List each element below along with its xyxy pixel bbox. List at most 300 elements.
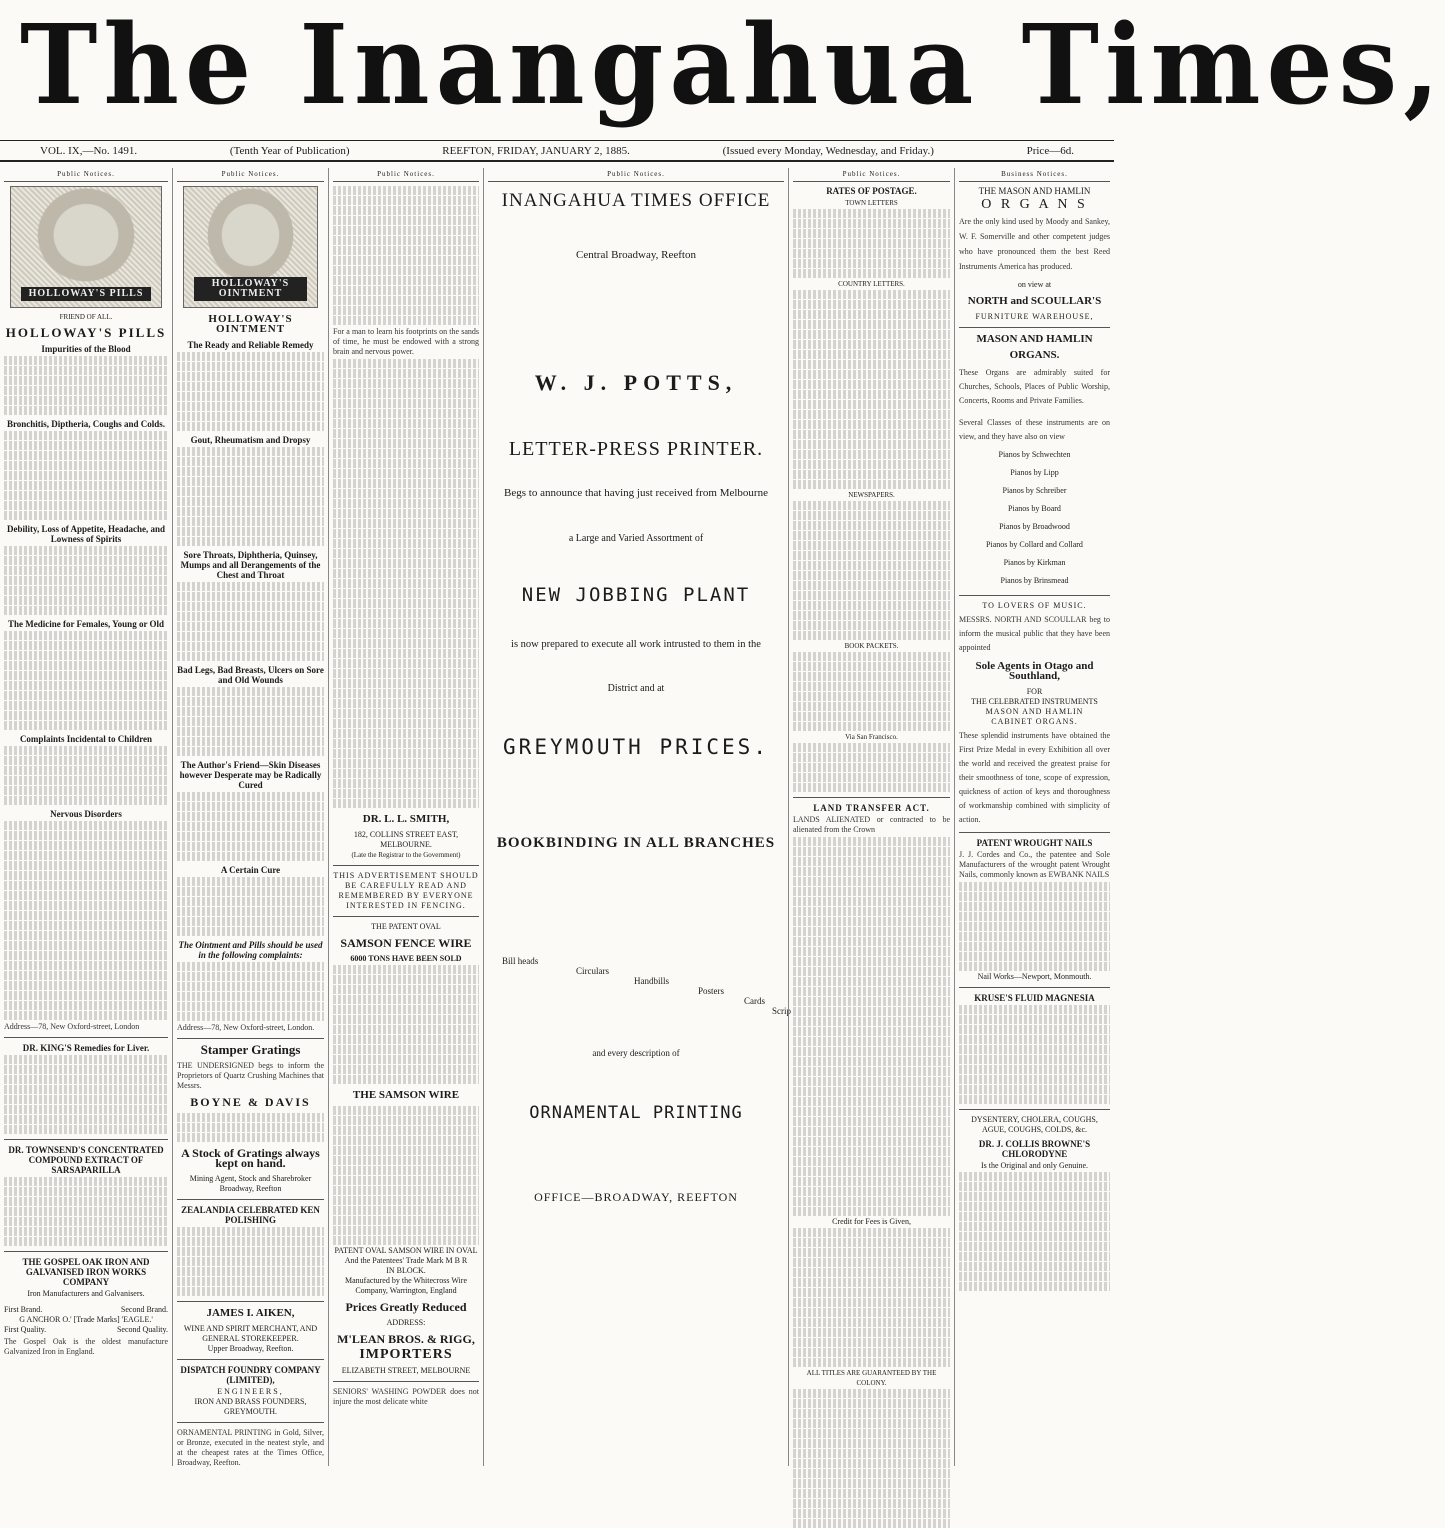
- illegible-text-line: [4, 1075, 168, 1084]
- illegible-text-line: [177, 1002, 324, 1011]
- mclean-address: ELIZABETH STREET, MELBOURNE: [341, 1366, 471, 1375]
- illegible-text-line: [793, 1187, 950, 1196]
- illegible-text-line: [793, 763, 950, 772]
- illegible-text-line: [333, 216, 479, 225]
- illegible-text-line: [177, 422, 324, 431]
- brand-first: First Brand.: [4, 1305, 43, 1314]
- fencing-warning: THIS ADVERTISEMENT SHOULD BE CAREFULLY READ AND REMEMBERED BY EVERYONE INTERESTED IN FENCING.: [333, 871, 479, 910]
- job-handbills: Handbills: [634, 976, 669, 986]
- illegible-text-line: [959, 1192, 1110, 1201]
- gratings-stock: A Stock of Gratings always kept on hand.: [181, 1146, 320, 1170]
- illegible-text-line: [333, 549, 479, 558]
- illegible-text-line: [4, 691, 168, 700]
- divider: [177, 1359, 324, 1360]
- illegible-text-line: [333, 639, 479, 648]
- illegible-text-line: [793, 1238, 950, 1247]
- genuine-note: Is the Original and only Genuine.: [980, 1161, 1089, 1170]
- credit-for-fees: Credit for Fees is Given,: [832, 1217, 911, 1226]
- illegible-text-line: [959, 1182, 1110, 1191]
- illegible-text-line: [333, 1005, 479, 1014]
- illegible-text-line: [793, 672, 950, 681]
- illegible-text-line: [4, 631, 168, 640]
- illegible-text-line: [4, 376, 168, 385]
- illegible-text-line: [177, 1012, 324, 1021]
- illegible-text-line: [333, 789, 479, 798]
- illegible-text-line: [333, 1106, 479, 1115]
- illegible-text-line: [4, 596, 168, 605]
- illegible-text-line: [793, 1288, 950, 1297]
- illegible-text-line: [333, 479, 479, 488]
- illegible-text-line: [793, 937, 950, 946]
- illegible-text-line: [4, 991, 168, 1000]
- illegible-text-line: [4, 641, 168, 650]
- illegible-text-line: [4, 481, 168, 490]
- illegible-text-line: [4, 951, 168, 960]
- brand-second: Second Brand.: [120, 1305, 168, 1314]
- subheading: The Medicine for Females, Young or Old: [7, 619, 165, 629]
- illegible-text-line: [4, 1085, 168, 1094]
- newspaper-title: The Inangahua Times,: [20, 0, 1445, 130]
- furniture-warehouse: FURNITURE WAREHOUSE,: [975, 312, 1094, 321]
- illegible-text-line: [333, 559, 479, 568]
- patent-oval: THE PATENT OVAL: [371, 922, 441, 931]
- illegible-text-line: [333, 729, 479, 738]
- illegible-text-line: [333, 196, 479, 205]
- illegible-text-line: [177, 537, 324, 546]
- illegible-text-line: [793, 390, 950, 399]
- illegible-text-line: [333, 1035, 479, 1044]
- gospel-oak-heading: THE GOSPEL OAK IRON AND GALVANISED IRON WORKS COMPANY: [22, 1257, 150, 1287]
- illegible-text-line: [333, 659, 479, 668]
- illegible-text-line: [333, 779, 479, 788]
- masthead: [0, 0, 1445, 135]
- illegible-text-line: [793, 1429, 950, 1438]
- divider: [177, 1038, 324, 1039]
- book-packets: BOOK PACKETS.: [844, 642, 899, 650]
- illegible-text-line: [177, 842, 324, 851]
- illegible-text-line: [333, 206, 479, 215]
- illegible-text-line: [793, 460, 950, 469]
- via-san-francisco: Via San Francisco.: [845, 733, 898, 741]
- divider: [959, 832, 1110, 833]
- wrought-nails-heading: PATENT WROUGHT NAILS: [976, 838, 1093, 848]
- illegible-text-line: [177, 352, 324, 361]
- illegible-text-line: [793, 611, 950, 620]
- illegible-text-line: [333, 739, 479, 748]
- illegible-text-line: [333, 449, 479, 458]
- for-label: FOR: [1026, 687, 1043, 696]
- illegible-text-line: [333, 529, 479, 538]
- subheading: A Certain Cure: [220, 865, 281, 875]
- illegible-text-line: [793, 682, 950, 691]
- prepared-text: is now prepared to execute all work intrusted to them in the: [511, 639, 761, 650]
- illegible-text-line: [4, 511, 168, 520]
- illegible-text-line: [177, 917, 324, 926]
- front-page-columns: [0, 168, 1114, 1466]
- illegible-text-line: [793, 370, 950, 379]
- divider: [793, 797, 950, 798]
- illegible-text-line: [4, 1207, 168, 1216]
- illegible-text-line: [793, 320, 950, 329]
- divider: [959, 1109, 1110, 1110]
- prize-note: These splendid instruments have obtained the First Prize Medal in every Exhibition all over the world and received the greatest praise for their smoothness of tone, scope of expression, quickness of action of keys and thoroughness of workmanship combined with simplicity of action.: [959, 731, 1110, 824]
- illegible-text-line: [333, 629, 479, 638]
- illegible-text-line: [177, 362, 324, 371]
- illegible-text-line: [793, 581, 950, 590]
- illegible-text-line: [793, 470, 950, 479]
- ornamental-printing: ORNAMENTAL PRINTING: [529, 1103, 743, 1123]
- address-label: ADDRESS:: [386, 1318, 426, 1327]
- quality-first: First Quality.: [4, 1325, 47, 1334]
- illegible-text-line: [793, 1459, 950, 1468]
- illegible-text-line: [793, 1107, 950, 1116]
- illegible-text-line: [793, 887, 950, 896]
- illegible-text-line: [177, 412, 324, 421]
- illegible-text-line: [793, 1197, 950, 1206]
- subheading: Complaints Incidental to Children: [19, 734, 153, 744]
- illegible-text-line: [333, 589, 479, 598]
- illegible-text-line: [793, 712, 950, 721]
- illegible-text-line: [959, 912, 1110, 921]
- illegible-text-line: [177, 737, 324, 746]
- illegible-text-line: [793, 1308, 950, 1317]
- illegible-text-line: [177, 1237, 324, 1246]
- illegible-text-line: [4, 1237, 168, 1246]
- illegible-text-line: [4, 881, 168, 890]
- illegible-text-line: [793, 1097, 950, 1106]
- job-billheads: Bill heads: [502, 956, 539, 966]
- illegible-text-line: [333, 236, 479, 245]
- illegible-text-line: [4, 356, 168, 365]
- cordes-note: J. J. Cordes and Co., the patentee and Sole Manufacturers of the wrought patent Wrought Nails, commonly known as EWBANK NAILS: [959, 850, 1110, 879]
- illegible-text-line: [793, 947, 950, 956]
- illegible-text-line: [177, 477, 324, 486]
- illegible-text-line: [4, 1065, 168, 1074]
- illegible-text-line: [333, 266, 479, 275]
- trade-marks: G ANCHOR O.' [Trade Marks] 'EAGLE.': [19, 1315, 153, 1324]
- piano-list: [959, 446, 1110, 590]
- illegible-text-line: [959, 1075, 1110, 1084]
- illegible-text-line: [959, 1045, 1110, 1054]
- illegible-text-line: [177, 852, 324, 861]
- illegible-text-line: [177, 812, 324, 821]
- washing-powder: SENIORS' WASHING POWDER does not injure the most delicate white: [333, 1387, 479, 1406]
- illegible-text-line: [4, 546, 168, 555]
- column-header: Public Notices.: [177, 168, 324, 182]
- illegible-text-line: [4, 1125, 168, 1134]
- kings-heading: DR. KING'S Remedies for Liver.: [22, 1043, 150, 1053]
- illegible-text-line: [4, 851, 168, 860]
- jobbing-plant: NEW JOBBING PLANT: [521, 584, 751, 606]
- column-header: Public Notices.: [488, 168, 784, 182]
- illegible-text-line: [333, 965, 479, 974]
- illegible-text-line: [793, 1248, 950, 1257]
- illegible-text-line: [177, 1113, 324, 1122]
- illegible-text-line: [793, 877, 950, 886]
- illegible-text-line: [333, 286, 479, 295]
- column-5: [788, 168, 954, 1466]
- zealandia-heading: ZEALANDIA CELEBRATED KEN POLISHING: [181, 1205, 320, 1225]
- illegible-text-line: [4, 1011, 168, 1020]
- illegible-text-line: [793, 702, 950, 711]
- illegible-text-line: [4, 451, 168, 460]
- illegible-text-line: [793, 1328, 950, 1337]
- illegible-text-line: [793, 1077, 950, 1086]
- illegible-text-line: [4, 961, 168, 970]
- illegible-text-line: [793, 897, 950, 906]
- illegible-text-line: [4, 1177, 168, 1186]
- illegible-text-line: [793, 1268, 950, 1277]
- illegible-text-line: [4, 911, 168, 920]
- illegible-text-line: [4, 831, 168, 840]
- illegible-text-line: [177, 382, 324, 391]
- illegible-text-line: [333, 1156, 479, 1165]
- illegible-text-line: [793, 1298, 950, 1307]
- several-classes: Several Classes of these instruments are on view, and they have also on view: [959, 418, 1110, 441]
- illegible-text-line: [793, 1037, 950, 1046]
- illegible-text-line: [4, 746, 168, 755]
- illegible-text-line: [793, 1228, 950, 1237]
- illegible-text-line: [333, 1045, 479, 1054]
- bookbinding: BOOKBINDING IN ALL BRANCHES: [496, 835, 776, 851]
- illegible-text-line: [333, 409, 479, 418]
- illegible-text-line: [333, 679, 479, 688]
- illegible-text-line: [793, 380, 950, 389]
- illegible-text-line: [959, 1252, 1110, 1261]
- manufacturer: Manufactured by the Whitecross Wire Company, Warrington, England: [344, 1276, 467, 1295]
- illegible-text-line: [333, 1025, 479, 1034]
- illegible-text-line: [177, 652, 324, 661]
- illegible-text-line: [793, 837, 950, 846]
- illegible-text-line: [177, 622, 324, 631]
- piano-item: Pianos by Kirkman: [1003, 558, 1066, 567]
- illegible-text-line: [793, 541, 950, 550]
- organs-heading: O R G A N S: [981, 197, 1088, 212]
- illegible-text-line: [793, 1358, 950, 1367]
- subheading: Bronchitis, Diptheria, Coughs and Colds.: [6, 419, 166, 429]
- illegible-text-line: [177, 962, 324, 971]
- subheading: Sore Throats, Diphtheria, Quinsey, Mumps and all Derangements of the Chest and Throat: [180, 550, 321, 580]
- illegible-text-line: [333, 1015, 479, 1024]
- emblem-label: HOLLOWAY'S OINTMENT: [194, 277, 307, 301]
- townsend-heading: DR. TOWNSEND'S CONCENTRATED COMPOUND EXTRACT OF SARSAPARILLA: [8, 1145, 164, 1175]
- illegible-text-line: [333, 1055, 479, 1064]
- issue-note: (Issued every Monday, Wednesday, and Friday.): [722, 144, 934, 157]
- illegible-text-line: [177, 1267, 324, 1276]
- illegible-text-line: [177, 372, 324, 381]
- divider: [177, 1422, 324, 1423]
- illegible-text-line: [793, 907, 950, 916]
- illegible-text-line: [959, 1035, 1110, 1044]
- illegible-text-line: [177, 982, 324, 991]
- assortment: a Large and Varied Assortment of: [568, 533, 704, 544]
- mason-hamlin-3: MASON AND HAMLIN: [985, 707, 1084, 716]
- illegible-text-line: [177, 527, 324, 536]
- illegible-text-line: [177, 507, 324, 516]
- dateline: [0, 140, 1114, 162]
- illegible-text-line: [177, 832, 324, 841]
- illegible-text-line: [959, 1242, 1110, 1251]
- illegible-text-line: [177, 392, 324, 401]
- illegible-text-line: [793, 1479, 950, 1488]
- illegible-text-line: [333, 459, 479, 468]
- illegible-text-line: [793, 1047, 950, 1056]
- lovers-of-music: TO LOVERS OF MUSIC.: [982, 601, 1087, 610]
- illegible-text-line: [177, 707, 324, 716]
- illegible-text-line: [959, 892, 1110, 901]
- emblem-label: HOLLOWAY'S PILLS: [21, 287, 151, 301]
- illegible-text-line: [177, 687, 324, 696]
- dysentery-line: DYSENTERY, CHOLERA, COUGHS, AGUE, COUGHS, COLDS, &c.: [971, 1115, 1098, 1134]
- illegible-text-line: [177, 717, 324, 726]
- founders: IRON AND BRASS FOUNDERS,: [194, 1397, 307, 1406]
- illegible-text-line: [793, 917, 950, 926]
- illegible-text-line: [4, 1227, 168, 1236]
- illegible-text-line: [333, 499, 479, 508]
- piano-item: Pianos by Lipp: [1010, 468, 1059, 477]
- messrs-notice: MESSRS. NORTH AND SCOULLAR beg to inform the musical public that they have been appointed: [959, 615, 1110, 652]
- illegible-text-line: [4, 786, 168, 795]
- illegible-text-line: [333, 709, 479, 718]
- illegible-text-line: [4, 1105, 168, 1114]
- illegible-text-line: [177, 1123, 324, 1132]
- illegible-text-line: [177, 1257, 324, 1266]
- illegible-text-line: [793, 360, 950, 369]
- illegible-text-line: [333, 1166, 479, 1175]
- illegible-text-line: [333, 369, 479, 378]
- illegible-text-line: [793, 350, 950, 359]
- manhood-text: For a man to learn his footprints on the sands of time, he must be endowed with a strong brain and nervous power.: [333, 327, 479, 356]
- illegible-text-line: [333, 1176, 479, 1185]
- illegible-text-line: [177, 632, 324, 641]
- ornamental-notice: ORNAMENTAL PRINTING in Gold, Silver, or Bronze, executed in the neatest style, and at the cheapest rates at the Times Office, Broadway, Reefton.: [177, 1428, 324, 1467]
- illegible-text-line: [793, 1449, 950, 1458]
- illegible-text-line: [793, 249, 950, 258]
- illegible-text-line: [177, 457, 324, 466]
- office-heading: INANGAHUA TIMES OFFICE: [501, 190, 771, 211]
- north-scoullar: NORTH and SCOULLAR'S: [967, 295, 1102, 307]
- emblem-caption: FRIEND OF ALL.: [59, 313, 113, 321]
- illegible-text-line: [177, 1227, 324, 1236]
- samson-fence-wire: SAMSON FENCE WIRE: [340, 936, 472, 950]
- illegible-text-line: [4, 981, 168, 990]
- illegible-text-line: [793, 857, 950, 866]
- gospel-note: The Gospel Oak is the oldest manufacture Galvanized Iron in England.: [4, 1337, 168, 1356]
- piano-item: Pianos by Schwechten: [998, 450, 1071, 459]
- illegible-text-line: [793, 967, 950, 976]
- district-text: District and at: [607, 683, 665, 694]
- mason-hamlin-line: THE MASON AND HAMLIN: [978, 186, 1091, 196]
- illegible-text-line: [4, 586, 168, 595]
- illegible-text-line: [959, 1282, 1110, 1291]
- divider: [4, 1037, 168, 1038]
- illegible-text-line: [4, 1095, 168, 1104]
- column-header: Public Notices.: [793, 168, 950, 182]
- illegible-text-line: [793, 1338, 950, 1347]
- illegible-text-line: [177, 992, 324, 1001]
- illegible-text-line: [793, 662, 950, 671]
- boyne-davis: BOYNE & DAVIS: [190, 1095, 311, 1109]
- illegible-text-line: [4, 821, 168, 830]
- illegible-text-line: [793, 1419, 950, 1428]
- illegible-text-line: [793, 300, 950, 309]
- column-6: [954, 168, 1114, 1466]
- illegible-text-line: [177, 822, 324, 831]
- piano-item: Pianos by Collard and Collard: [986, 540, 1083, 549]
- illegible-text-line: [793, 1137, 950, 1146]
- holloway-ointment-emblem: [183, 186, 318, 308]
- illegible-text-line: [333, 539, 479, 548]
- illegible-text-line: [333, 769, 479, 778]
- holloway-pills-emblem: [10, 186, 162, 308]
- illegible-text-line: [4, 1001, 168, 1010]
- illegible-text-line: [793, 511, 950, 520]
- illegible-text-line: [4, 1055, 168, 1064]
- illegible-text-line: [793, 867, 950, 876]
- illegible-text-line: [4, 471, 168, 480]
- illegible-text-line: [4, 776, 168, 785]
- illegible-text-line: [793, 1157, 950, 1166]
- illegible-text-line: [177, 402, 324, 411]
- illegible-text-line: [333, 1065, 479, 1074]
- subheading: The Ointment and Pills should be used in the following complaints:: [178, 940, 323, 960]
- illegible-text-line: [793, 1258, 950, 1267]
- year-note: (Tenth Year of Publication): [229, 144, 350, 157]
- illegible-text-line: [793, 310, 950, 319]
- holloway-address: Address—78, New Oxford-street, London.: [177, 1023, 315, 1032]
- illegible-text-line: [333, 306, 479, 315]
- illegible-text-line: [333, 186, 479, 195]
- column-header: Business Notices.: [959, 168, 1110, 182]
- illegible-text-line: [793, 1057, 950, 1066]
- mclean-bros: M'LEAN BROS. & RIGG,: [337, 1332, 475, 1346]
- sole-agents: Sole Agents in Otago and Southland,: [975, 660, 1094, 682]
- place-date: REEFTON, FRIDAY, JANUARY 2, 1885.: [442, 144, 630, 157]
- illegible-text-line: [4, 766, 168, 775]
- greymouth: GREYMOUTH.: [223, 1407, 278, 1416]
- organs-note: Are the only kind used by Moody and Sankey, W. F. Somerville and other competent judges who have pronounced them the best Reed Instruments America has produced.: [959, 217, 1110, 271]
- illegible-text-line: [793, 1439, 950, 1448]
- illegible-text-line: [959, 1015, 1110, 1024]
- volume-number: VOL. IX,—No. 1491.: [40, 144, 138, 157]
- illegible-text-line: [177, 802, 324, 811]
- on-view: on view at: [1017, 280, 1052, 289]
- illegible-text-line: [793, 1509, 950, 1518]
- divider: [959, 327, 1110, 328]
- illegible-text-line: [793, 1399, 950, 1408]
- aiken-address: Upper Broadway, Reefton.: [207, 1344, 294, 1353]
- illegible-text-line: [793, 340, 950, 349]
- illegible-text-line: [959, 1212, 1110, 1221]
- piano-item: Pianos by Board: [1008, 504, 1061, 513]
- samson-wire: THE SAMSON WIRE: [352, 1089, 460, 1101]
- illegible-text-line: [959, 1025, 1110, 1034]
- undersigned-notice: THE UNDERSIGNED begs to inform the Proprietors of Quartz Crushing Machines that Messrs.: [177, 1061, 324, 1090]
- illegible-text-line: [793, 1519, 950, 1528]
- illegible-text-line: [4, 871, 168, 880]
- job-scrip: Scrip: [772, 1006, 791, 1016]
- illegible-text-line: [793, 1278, 950, 1287]
- illegible-text-line: [333, 469, 479, 478]
- illegible-text-line: [333, 1075, 479, 1084]
- illegible-text-line: [177, 1133, 324, 1142]
- illegible-text-line: [793, 1147, 950, 1156]
- illegible-text-line: [959, 1095, 1110, 1104]
- illegible-text-line: [4, 701, 168, 710]
- illegible-text-line: [333, 429, 479, 438]
- piano-item: Pianos by Broadwood: [999, 522, 1070, 531]
- illegible-text-line: [333, 689, 479, 698]
